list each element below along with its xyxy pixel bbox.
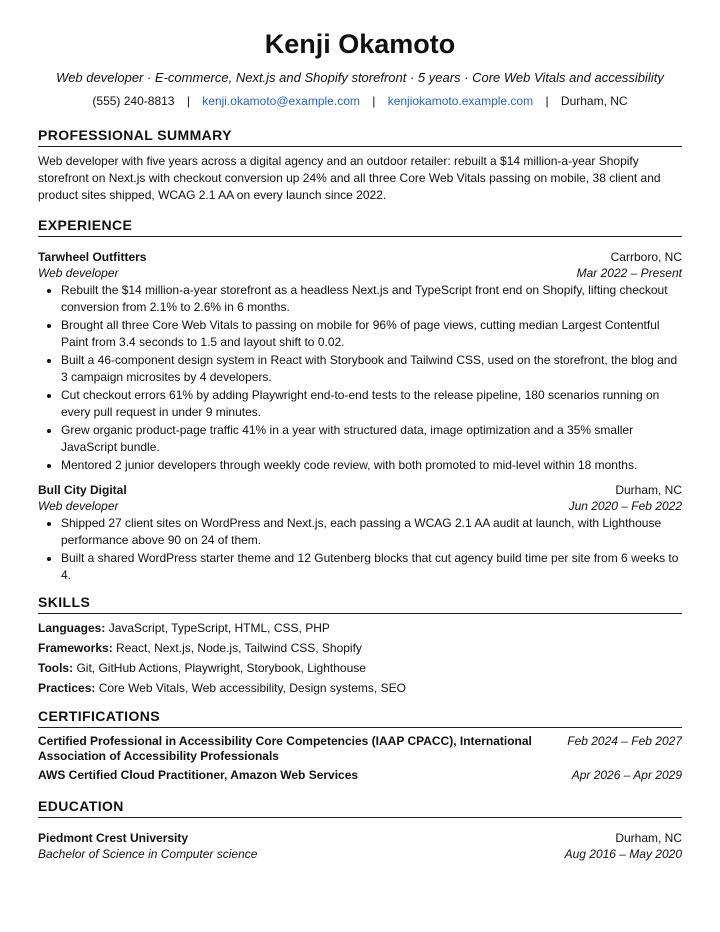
job-title: Web developer	[38, 266, 119, 280]
candidate-name: Kenji Okamoto	[264, 29, 456, 59]
job-title: Web developer	[38, 499, 119, 513]
job-dates: Jun 2020 – Feb 2022	[568, 499, 682, 513]
skill-value: React, Next.js, Node.js, Tailwind CSS, Shopify	[116, 641, 362, 655]
email-link[interactable]: kenji.okamoto@example.com	[202, 94, 360, 108]
education-entry	[38, 830, 682, 862]
summary-text: Web developer with five years across a digital agency and an outdoor retailer: rebuilt a $14 million-a-year Shopify storefront on Next.js with checkout conversion up 24% and all three Core Web Vitals passing on mobile, 38 client and product sites shipped, WCAG 2.1 AA on every launch since 2022.	[38, 154, 661, 202]
section-heading-certifications: CERTIFICATIONS	[38, 708, 682, 728]
job-location: Carrboro, NC	[610, 250, 682, 264]
job-entry	[38, 249, 682, 474]
bullet-item: • Shipped 27 client sites on WordPress and Next.js, each passing a WCAG 2.1 AA audit at launch, with Lighthouse performance above 90 on 24 of them.	[61, 515, 682, 549]
skill-line	[38, 618, 682, 638]
certification-entry	[38, 734, 682, 764]
certification-dates: Feb 2024 – Feb 2027	[567, 734, 682, 748]
skill-value: Core Web Vitals, Web accessibility, Design systems, SEO	[98, 681, 406, 695]
skill-label: Practices:	[38, 681, 96, 695]
section-heading-skills: SKILLS	[38, 594, 682, 614]
skill-label: Frameworks:	[38, 641, 113, 655]
separator: |	[186, 94, 190, 108]
company-name: Tarwheel Outfitters	[38, 250, 147, 264]
tagline: Web developer · E-commerce, Next.js and Shopify storefront · 5 years · Core Web Vitals and accessibility	[56, 70, 664, 85]
bullet-item: • Mentored 2 junior developers through weekly code review, with both promoted to mid-level within 18 months.	[61, 457, 682, 474]
separator: |	[545, 94, 549, 108]
section-heading-experience: EXPERIENCE	[38, 217, 682, 237]
job-dates: Mar 2022 – Present	[576, 266, 682, 280]
skill-line	[38, 638, 682, 658]
school-name: Piedmont Crest University	[38, 831, 189, 845]
job-bullets	[38, 282, 682, 474]
skill-value: Git, GitHub Actions, Playwright, Storybook, Lighthouse	[76, 661, 366, 675]
school-location: Durham, NC	[615, 831, 682, 845]
job-location: Durham, NC	[615, 483, 682, 497]
skill-label: Tools:	[38, 661, 74, 675]
company-name: Bull City Digital	[38, 483, 127, 497]
skill-label: Languages:	[38, 621, 106, 635]
job-entry	[38, 482, 682, 584]
skill-line	[38, 678, 682, 698]
skills-list	[38, 618, 682, 698]
separator: |	[372, 94, 376, 108]
bullet-item: • Built a shared WordPress starter theme and 12 Gutenberg blocks that cut agency build time per site from 6 weeks to 4.	[61, 550, 682, 584]
skill-line	[38, 658, 682, 678]
job-bullets	[38, 515, 682, 584]
location: Durham, NC	[560, 94, 628, 108]
phone: (555) 240-8813	[92, 94, 175, 108]
section-heading-education: EDUCATION	[38, 798, 682, 818]
contact-line	[38, 93, 682, 109]
skill-value: JavaScript, TypeScript, HTML, CSS, PHP	[108, 621, 330, 635]
certification-name: Certified Professional in Accessibility Core Competencies (IAAP CPACC), International Association of Accessibility Professionals	[38, 734, 532, 763]
education-dates: Aug 2016 – May 2020	[564, 847, 682, 861]
bullet-item: • Built a 46-component design system in React with Storybook and Tailwind CSS, used on the storefront, the blog and 3 campaign microsites by 4 developers.	[61, 352, 682, 386]
bullet-item: • Rebuilt the $14 million-a-year storefront as a headless Next.js and TypeScript front end on Shopify, lifting checkout conversion from 2.1% to 2.6% in 6 months.	[61, 282, 682, 316]
certifications-list	[38, 734, 682, 783]
certification-entry	[38, 768, 682, 783]
section-heading-summary: PROFESSIONAL SUMMARY	[38, 127, 682, 147]
bullet-item: • Grew organic product-page traffic 41% in a year with structured data, image optimization and a 35% smaller JavaScript bundle.	[61, 422, 682, 456]
certification-name: AWS Certified Cloud Practitioner, Amazon Web Services	[38, 768, 359, 782]
bullet-item: • Brought all three Core Web Vitals to passing on mobile for 96% of page views, cutting median Largest Contentful Paint from 3.4 seconds to 1.5 and layout shift to 0.02.	[61, 317, 682, 351]
bullet-item: • Cut checkout errors 61% by adding Playwright end-to-end tests to the release pipeline, 180 scenarios running on every pull request in under 9 minutes.	[61, 387, 682, 421]
certification-dates: Apr 2026 – Apr 2029	[571, 768, 682, 782]
degree: Bachelor of Science in Computer science	[38, 847, 258, 861]
website-link[interactable]: kenjiokamoto.example.com	[387, 94, 534, 108]
